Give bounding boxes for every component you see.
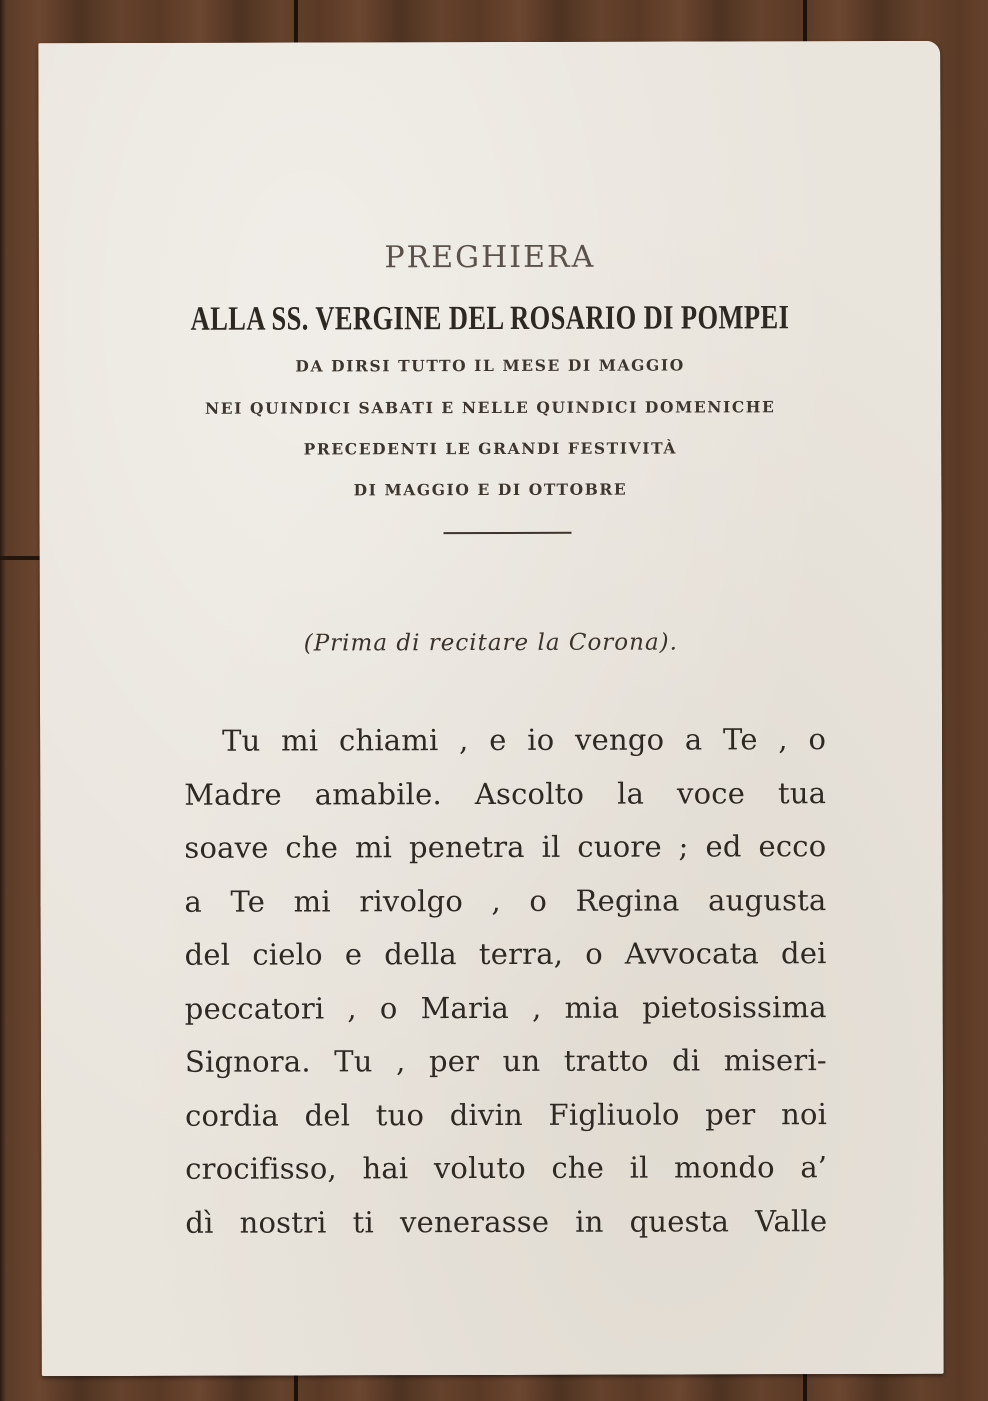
document-subtitle: ALLA SS. VERGINE DEL ROSARIO DI POMPEI — [190, 299, 790, 338]
instruction-line: DI MAGGIO E DI OTTOBRE — [353, 479, 628, 500]
rubric: (Prima di recitare la Corona). — [303, 629, 678, 657]
prayer-line: peccatori , o Maria , mia pietosissima — [184, 989, 827, 1026]
prayer-text — [184, 713, 827, 1250]
prayer-line: dì nostri ti venerasse in questa Valle — [185, 1203, 828, 1240]
instruction-line: NEI QUINDICI SABATI E NELLE QUINDICI DOMENICHE — [204, 397, 776, 418]
prayer-line: crocifisso, hai voluto che il mondo a’ — [185, 1150, 828, 1186]
prayer-line: del cielo e della terra, o Avvocata dei — [184, 936, 827, 972]
prayer-line: Madre amabile. Ascolto la voce tua — [184, 775, 827, 812]
document-title: PREGHIERA — [384, 239, 596, 276]
instruction-line: PRECEDENTI LE GRANDI FESTIVITÀ — [303, 438, 678, 459]
prayer-line: soave che mi penetra il cuore ; ed ecco — [184, 829, 827, 865]
prayer-card — [38, 41, 943, 1376]
prayer-line: Tu mi chiami , e io vengo a Te , o — [222, 722, 827, 758]
prayer-line: Signora. Tu , per un tratto di miseri- — [184, 1043, 827, 1079]
prayer-line: a Te mi rivolgo , o Regina augusta — [184, 882, 827, 919]
wood-plank-gap — [0, 556, 40, 560]
instruction-line: DA DIRSI TUTTO IL MESE DI MAGGIO — [295, 355, 685, 376]
prayer-line: cordia del tuo divin Figliuolo per noi — [185, 1096, 828, 1133]
divider-rule — [444, 532, 572, 534]
